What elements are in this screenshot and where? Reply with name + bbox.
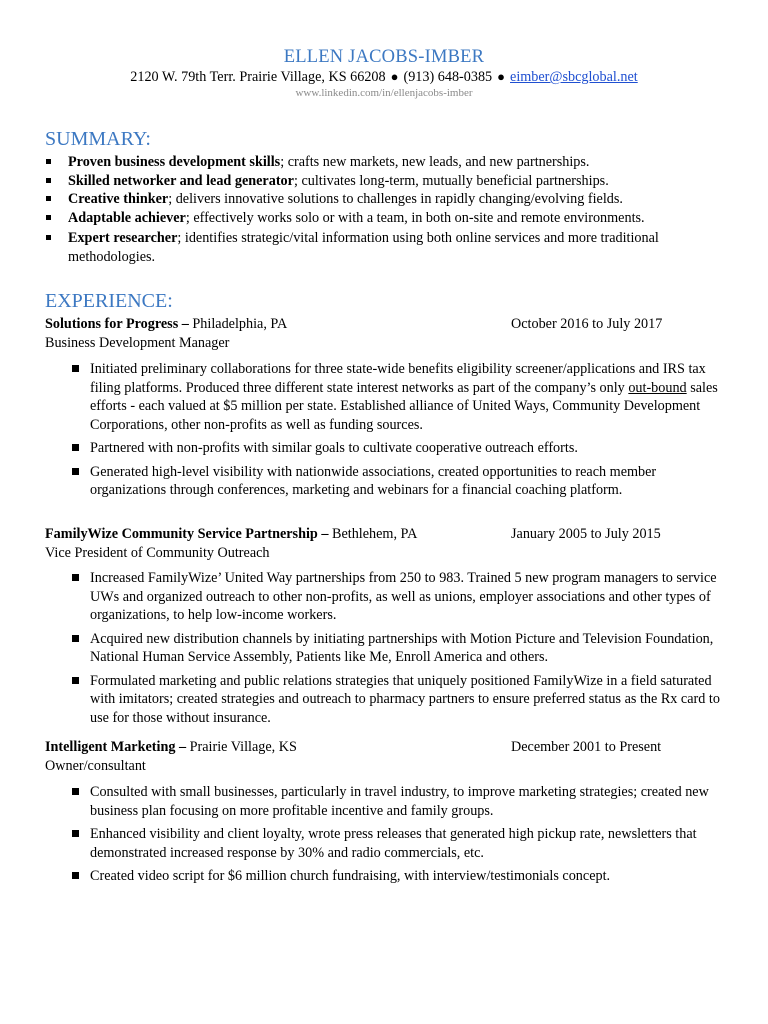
summary-item: Proven business development skills; crafts new markets, new leads, and new partnerships. bbox=[45, 153, 735, 172]
job-location: Prairie Village, KS bbox=[186, 739, 297, 755]
linkedin-url: www.linkedin.com/in/ellenjacobs-imber bbox=[295, 87, 473, 99]
job-location: Bethlehem, PA bbox=[328, 526, 418, 542]
separator-dot-icon: ● bbox=[497, 69, 506, 84]
contact-line bbox=[0, 68, 768, 86]
job-dates: January 2005 to July 2015 bbox=[511, 526, 661, 542]
summary-item: Expert researcher; identifies strategic/vital information using both online services and more traditional methodologies. bbox=[45, 229, 735, 266]
resume-header bbox=[0, 46, 768, 100]
job-bullets bbox=[45, 783, 735, 886]
job-location: Philadelphia, PA bbox=[188, 316, 288, 332]
job-bullets bbox=[45, 360, 735, 500]
job-bullet: Formulated marketing and public relations strategies that uniquely positioned FamilyWize in a field saturated with imitators; created strategies and outreach to pharmacy partners to ensure preferred status as the Rx card to use for those without insurance. bbox=[45, 672, 735, 728]
candidate-name: ELLEN JACOBS-IMBER bbox=[283, 47, 485, 67]
job-entry bbox=[45, 738, 735, 891]
summary-heading: SUMMARY: bbox=[45, 128, 151, 150]
separator-dot-icon: ● bbox=[390, 69, 399, 84]
phone: (913) 648-0385 bbox=[403, 69, 493, 85]
job-bullet: Enhanced visibility and client loyalty, wrote press releases that generated high pickup rate, newsletters that demonstrated increased response by 30% and radio commercials, etc. bbox=[45, 825, 735, 862]
job-bullet: Consulted with small businesses, particularly in travel industry, to improve marketing strategies; created new business plan focusing on more profitable incentive and family groups. bbox=[45, 783, 735, 820]
job-bullet: Acquired new distribution channels by initiating partnerships with Motion Picture and Television Foundation, National Human Service Assembly, Patients like Me, Enroll America and others. bbox=[45, 630, 735, 667]
job-role: Vice President of Community Outreach bbox=[45, 544, 270, 561]
experience-heading: EXPERIENCE: bbox=[45, 290, 173, 312]
summary-item: Adaptable achiever; effectively works solo or with a team, in both on-site and remote environments. bbox=[45, 209, 735, 228]
job-bullet: Partnered with non-profits with similar goals to cultivate cooperative outreach efforts. bbox=[45, 439, 735, 458]
job-dates: December 2001 to Present bbox=[511, 739, 662, 755]
job-header bbox=[45, 525, 735, 544]
job-role: Owner/consultant bbox=[45, 757, 146, 774]
job-dates: October 2016 to July 2017 bbox=[511, 316, 663, 332]
job-bullet: Increased FamilyWize’ United Way partnerships from 250 to 983. Trained 5 new program managers to service UWs and organized outreach to other non-profits, as well as unions, employer associations and other types of organizations, to help low-income workers. bbox=[45, 569, 735, 625]
job-header bbox=[45, 315, 735, 334]
job-role: Business Development Manager bbox=[45, 334, 230, 351]
job-entry bbox=[45, 525, 735, 732]
company-name: FamilyWize Community Service Partnership – bbox=[45, 526, 329, 542]
company-name: Intelligent Marketing – bbox=[45, 739, 187, 755]
address: 2120 W. 79th Terr. Prairie Village, KS 66208 bbox=[130, 69, 386, 85]
job-header bbox=[45, 738, 735, 757]
job-bullets bbox=[45, 569, 735, 727]
summary-item: Skilled networker and lead generator; cultivates long-term, mutually beneficial partnerships. bbox=[45, 172, 735, 191]
email-link[interactable]: eimber@sbcglobal.net bbox=[510, 69, 638, 85]
job-entry bbox=[45, 315, 735, 505]
summary-list bbox=[45, 153, 735, 266]
job-bullet: Initiated preliminary collaborations for three state-wide benefits eligibility screener/applications and IRS tax filing platforms. Produced three different state interest networks as part of the company’s only out-bound sales efforts - each valued at $5 million per state. Established alliance of United Ways, Community Development Corporations, other non-profits as well as funding sources. bbox=[45, 360, 735, 434]
summary-item: Creative thinker; delivers innovative solutions to challenges in rapidly changing/evolving fields. bbox=[45, 190, 735, 209]
company-name: Solutions for Progress – bbox=[45, 316, 189, 332]
job-bullet: Generated high-level visibility with nationwide associations, created opportunities to reach member organizations through conferences, marketing and webinars for a financial coaching platform. bbox=[45, 463, 735, 500]
job-bullet: Created video script for $6 million church fundraising, with interview/testimonials concept. bbox=[45, 867, 735, 886]
